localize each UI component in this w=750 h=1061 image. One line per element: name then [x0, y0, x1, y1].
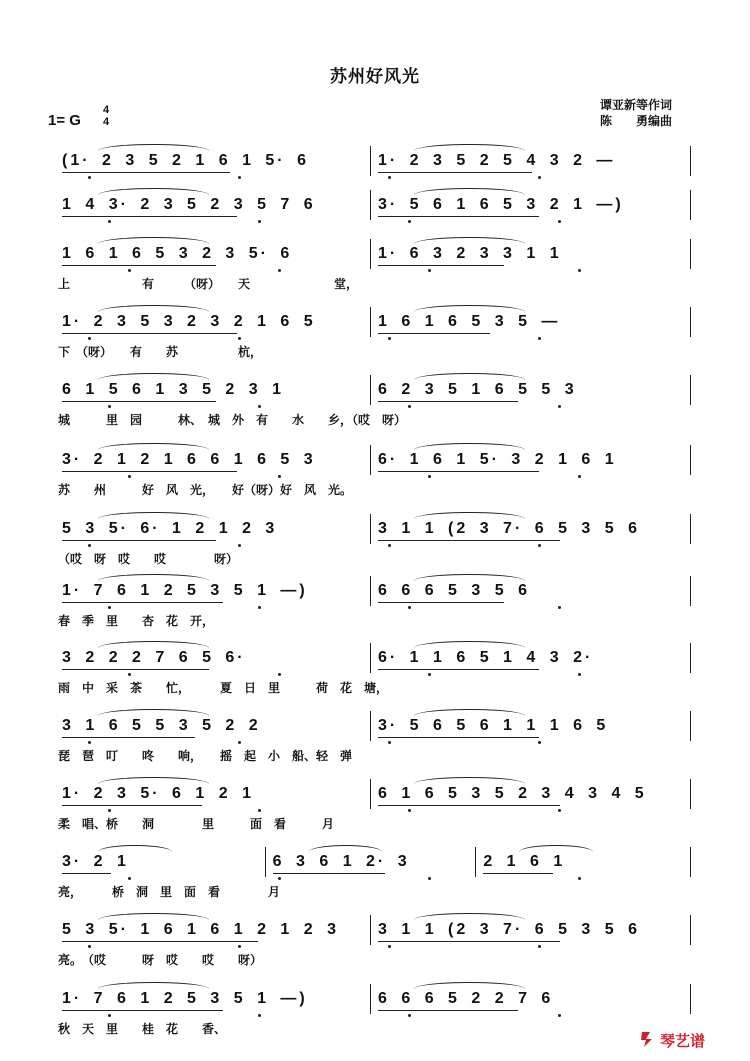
- measure-notes: 3· 2 1: [62, 853, 129, 870]
- beam-line: [62, 873, 111, 874]
- lyric-line: 秋 天 里 桂 花 香、: [58, 1022, 227, 1036]
- lyric-line: 下 （呀） 有 苏 杭，: [58, 345, 263, 359]
- measure-notes: 3 1 1 (2 3 7· 6 5 3 5 6: [378, 520, 640, 537]
- octave-dot: [238, 544, 241, 547]
- octave-dot: [408, 405, 411, 408]
- beam-line: [273, 873, 385, 874]
- octave-dot: [428, 475, 431, 478]
- slur-arc: [414, 641, 525, 648]
- measure-notes: 6· 1 6 1 5· 3 2 1 6 1: [378, 451, 617, 468]
- bar-line: [370, 239, 371, 269]
- bar-line: [370, 711, 371, 741]
- octave-dot: [258, 405, 261, 408]
- time-signature-top: 4: [102, 104, 110, 116]
- beam-line: [378, 172, 532, 173]
- octave-dot: [108, 405, 111, 408]
- octave-dot: [388, 741, 391, 744]
- measure-notes: 6 6 6 5 2 2 7 6: [378, 990, 554, 1007]
- octave-dot: [538, 544, 541, 547]
- score-row: [0, 194, 750, 216]
- beam-line: [62, 333, 237, 334]
- bar-line: [370, 146, 371, 176]
- octave-dot: [88, 945, 91, 948]
- bar-line: [370, 915, 371, 945]
- bar-line-end: [690, 643, 691, 673]
- measure-notes: 6· 1 1 6 5 1 4 3 2·: [378, 649, 594, 666]
- octave-dot: [88, 741, 91, 744]
- score-row: [0, 379, 750, 401]
- bar-line: [370, 576, 371, 606]
- beam-line: [62, 1010, 223, 1011]
- octave-dot: [238, 741, 241, 744]
- slur-arc: [414, 144, 525, 151]
- slur-arc: [98, 709, 209, 716]
- octave-dot: [558, 809, 561, 812]
- measure-notes: 1 6 1 6 5 3 2 3 5· 6: [62, 245, 293, 262]
- slur-arc: [414, 574, 525, 581]
- slur-arc: [98, 305, 209, 312]
- beam-line: [378, 805, 560, 806]
- octave-dot: [578, 877, 581, 880]
- slur-arc: [98, 512, 209, 519]
- octave-dot: [538, 176, 541, 179]
- measure-notes: 3· 2 1 2 1 6 6 1 6 5 3: [62, 451, 316, 468]
- bar-line-end: [690, 915, 691, 945]
- lyricist-credit: 谭亚新等作词: [600, 98, 673, 112]
- bar-line-end: [690, 190, 691, 220]
- bar-line-end: [690, 146, 691, 176]
- slur-arc: [414, 982, 525, 989]
- slur-arc: [414, 512, 525, 519]
- bar-line-end: [690, 711, 691, 741]
- bar-line-end: [690, 984, 691, 1014]
- beam-line: [378, 333, 490, 334]
- octave-dot: [578, 475, 581, 478]
- beam-line: [62, 216, 237, 217]
- slur-arc: [414, 305, 525, 312]
- beam-line: [378, 669, 539, 670]
- octave-dot: [258, 1014, 261, 1017]
- bar-line: [370, 514, 371, 544]
- slur-arc: [98, 373, 209, 380]
- beam-line: [62, 401, 216, 402]
- octave-dot: [428, 673, 431, 676]
- slur-arc: [414, 237, 525, 244]
- octave-dot: [278, 475, 281, 478]
- lyric-line: 柔 唱、桥 洞 里 面 看 月: [58, 817, 335, 831]
- slur-arc: [98, 443, 209, 450]
- octave-dot: [558, 606, 561, 609]
- score-row: [0, 518, 750, 540]
- octave-dot: [408, 220, 411, 223]
- octave-dot: [278, 673, 281, 676]
- measure-notes: 6 1 6 5 3 5 2 3 4 3 4 5: [378, 785, 647, 802]
- slur-arc: [98, 237, 209, 244]
- lyric-line: 亮。 （哎 呀 哎 哎 呀）: [58, 953, 263, 967]
- slur-arc: [414, 373, 525, 380]
- bar-line: [370, 307, 371, 337]
- beam-line: [62, 941, 258, 942]
- time-signature-bottom: 4: [102, 116, 110, 128]
- beam-line: [483, 873, 553, 874]
- lyric-line: 春 季 里 杏 花 开，: [58, 614, 215, 628]
- octave-dot: [108, 220, 111, 223]
- beam-line: [378, 265, 504, 266]
- octave-dot: [108, 809, 111, 812]
- beam-line: [378, 737, 539, 738]
- measure-notes: 3· 5 6 5 6 1 1 1 6 5: [378, 717, 609, 734]
- octave-dot: [238, 337, 241, 340]
- octave-dot: [128, 475, 131, 478]
- bar-line: [370, 445, 371, 475]
- lyric-line: 琵 琶 叮 咚 响， 摇 起 小 船、轻 弹: [58, 749, 353, 763]
- score-row: [0, 150, 750, 172]
- octave-dot: [558, 220, 561, 223]
- octave-dot: [388, 337, 391, 340]
- song-title: 苏州好风光: [330, 67, 420, 86]
- slur-arc: [414, 777, 525, 784]
- measure-notes: 1· 7 6 1 2 5 3 5 1 —): [62, 990, 308, 1007]
- bar-line-end: [690, 576, 691, 606]
- octave-dot: [538, 337, 541, 340]
- score-row: [0, 243, 750, 265]
- slur-arc: [98, 845, 172, 852]
- measure-notes: 6 6 6 5 3 5 6: [378, 582, 530, 599]
- octave-dot: [108, 1014, 111, 1017]
- octave-dot: [238, 945, 241, 948]
- octave-dot: [88, 544, 91, 547]
- octave-dot: [558, 1014, 561, 1017]
- score-row: [0, 580, 750, 602]
- beam-line: [62, 172, 230, 173]
- score-row: [0, 851, 750, 873]
- measure-notes: 6 3 6 1 2· 3: [272, 853, 410, 870]
- slur-arc: [309, 845, 383, 852]
- bar-line-end: [690, 445, 691, 475]
- slur-arc: [98, 188, 209, 195]
- octave-dot: [108, 606, 111, 609]
- beam-line: [378, 602, 504, 603]
- score-row: [0, 988, 750, 1010]
- measure-notes: 2 1 6 1: [483, 853, 566, 870]
- measure-notes: (1· 2 3 5 2 1 6 1 5· 6: [62, 152, 309, 169]
- slur-arc: [98, 144, 209, 151]
- octave-dot: [88, 337, 91, 340]
- octave-dot: [128, 877, 131, 880]
- lyric-line: （哎 呀 哎 哎 呀）: [58, 552, 239, 566]
- beam-line: [378, 216, 539, 217]
- slur-arc: [98, 913, 209, 920]
- bar-line-end: [690, 779, 691, 809]
- octave-dot: [388, 544, 391, 547]
- measure-notes: 1· 6 3 2 3 3 1 1: [378, 245, 562, 262]
- bar-line: [475, 847, 476, 877]
- bar-line: [370, 190, 371, 220]
- measure-notes: 5 3 5· 1 6 1 6 1 2 1 2 3: [62, 921, 340, 938]
- beam-line: [62, 805, 202, 806]
- bar-line-end: [690, 375, 691, 405]
- measure-notes: 3 1 6 5 5 3 5 2 2: [62, 717, 261, 734]
- logo-icon: [640, 1030, 656, 1048]
- beam-line: [62, 669, 209, 670]
- beam-line: [62, 265, 216, 266]
- beam-line: [378, 401, 518, 402]
- bar-line: [370, 779, 371, 809]
- measure-notes: 3 1 1 (2 3 7· 6 5 3 5 6: [378, 921, 640, 938]
- composer-credit: 陈 勇编曲: [600, 114, 673, 128]
- octave-dot: [408, 606, 411, 609]
- octave-dot: [428, 877, 431, 880]
- time-signature: [99, 104, 113, 128]
- lyric-line: 苏 州 好 风 光， 好（呀）好 风 光。: [58, 483, 353, 497]
- measure-notes: 1· 2 3 5· 6 1 2 1: [62, 785, 254, 802]
- score-row: [0, 715, 750, 737]
- beam-line: [62, 540, 216, 541]
- bar-line-end: [690, 847, 691, 877]
- score-row: [0, 311, 750, 333]
- slur-arc: [414, 709, 525, 716]
- octave-dot: [428, 269, 431, 272]
- octave-dot: [558, 405, 561, 408]
- lyric-line: 城 里 园 林、 城 外 有 水 乡，（哎 呀）: [58, 413, 407, 427]
- key-signature: 1= G: [48, 112, 81, 129]
- measure-notes: 1 6 1 6 5 3 5 —: [378, 313, 561, 330]
- beam-line: [62, 737, 195, 738]
- score-row: [0, 449, 750, 471]
- measure-notes: 1· 7 6 1 2 5 3 5 1 —): [62, 582, 308, 599]
- bar-line: [265, 847, 266, 877]
- bar-line-end: [690, 307, 691, 337]
- score-row: [0, 919, 750, 941]
- beam-line: [378, 471, 539, 472]
- octave-dot: [128, 673, 131, 676]
- slur-arc: [98, 777, 209, 784]
- slur-arc: [414, 188, 525, 195]
- measure-notes: 6 1 5 6 1 3 5 2 3 1: [62, 381, 284, 398]
- octave-dot: [538, 741, 541, 744]
- octave-dot: [578, 269, 581, 272]
- beam-line: [378, 941, 560, 942]
- slur-arc: [98, 641, 209, 648]
- octave-dot: [258, 606, 261, 609]
- slur-arc: [98, 982, 209, 989]
- octave-dot: [258, 809, 261, 812]
- site-watermark: 琴艺谱: [660, 1033, 706, 1050]
- octave-dot: [388, 945, 391, 948]
- score-row: [0, 647, 750, 669]
- octave-dot: [388, 176, 391, 179]
- octave-dot: [128, 269, 131, 272]
- bar-line: [370, 375, 371, 405]
- measure-notes: 6 2 3 5 1 6 5 5 3: [378, 381, 577, 398]
- bar-line-end: [690, 514, 691, 544]
- lyric-line: 亮， 桥 洞 里 面 看 月: [58, 885, 281, 899]
- slur-arc: [519, 845, 593, 852]
- bar-line: [370, 984, 371, 1014]
- bar-line: [370, 643, 371, 673]
- measure-notes: 3· 5 6 1 6 5 3 2 1 —): [378, 196, 624, 213]
- octave-dot: [538, 945, 541, 948]
- octave-dot: [578, 673, 581, 676]
- measure-notes: 5 3 5· 6· 1 2 1 2 3: [62, 520, 278, 537]
- measure-notes: 1 4 3· 2 3 5 2 3 5 7 6: [62, 196, 316, 213]
- lyric-line: 上 有 （呀） 天 堂，: [58, 277, 359, 291]
- octave-dot: [278, 269, 281, 272]
- measure-notes: 3 2 2 2 7 6 5 6·: [62, 649, 246, 666]
- slur-arc: [414, 443, 525, 450]
- measure-notes: 1· 2 3 5 2 5 4 3 2 —: [378, 152, 616, 169]
- octave-dot: [88, 176, 91, 179]
- beam-line: [378, 540, 560, 541]
- beam-line: [62, 471, 237, 472]
- measure-notes: 1· 2 3 5 3 2 3 2 1 6 5: [62, 313, 316, 330]
- slur-arc: [98, 574, 209, 581]
- octave-dot: [408, 809, 411, 812]
- octave-dot: [238, 176, 241, 179]
- lyric-line: 雨 中 采 茶 忙， 夏 日 里 荷 花 塘，: [58, 681, 389, 695]
- octave-dot: [258, 220, 261, 223]
- score-row: [0, 783, 750, 805]
- slur-arc: [414, 913, 525, 920]
- octave-dot: [278, 877, 281, 880]
- octave-dot: [408, 1014, 411, 1017]
- bar-line-end: [690, 239, 691, 269]
- beam-line: [62, 602, 223, 603]
- beam-line: [378, 1010, 518, 1011]
